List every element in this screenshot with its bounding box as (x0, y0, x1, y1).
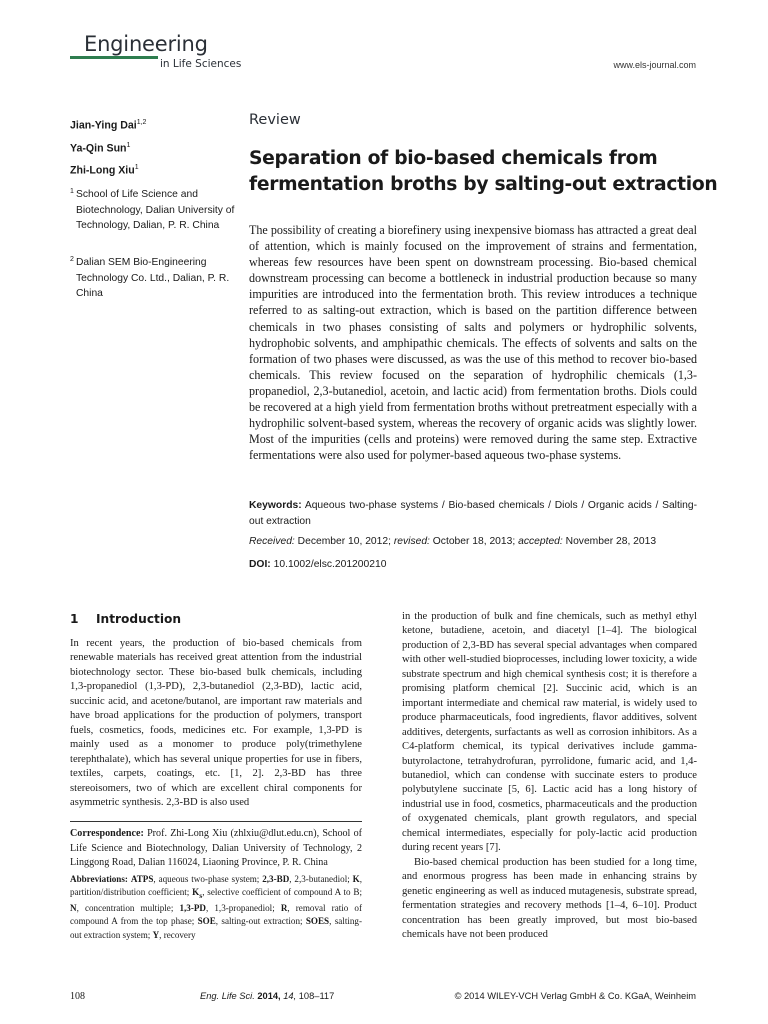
author-list (70, 113, 146, 181)
paper-title: Separation of bio-based chemicals from fermentation broths by salting-out extraction (249, 148, 718, 195)
body-text-left: In recent years, the production of bio-based chemicals from renewable materials has received great attention from the industrial biotechnology sector. These bio-based bulk chemicals, including 1,3-propanediol (1,3-PD), 2,3-butanediol (2,3-BD), lactic acid, succinic acid, and acetone/butanol, are important raw materials and have broad applications for the production of polymers, transport fuels, cosmetics, foods, medicines etc. For example, 1,3-PD is mainly used as a monomer to produce poly(trimethylene terephthalate), which has several unique properties for use in fibers, textiles, carpets, coatings, etc. [1, 2]. 2,3-BD has three stereoisomers, two of which are excellent chiral components for asymmetric synthesis. 2,3-BD is also used (70, 638, 362, 808)
abbreviations-note: Abbreviations: ATPS, aqueous two-phase system; 2,3-BD, 2,3-butanediol; K, partition/distribution coefficient; $K_s$, selective coefficient of compound A to B; N, concentration multiple; 1,3-PD, 1,3-propanediol; R, removal ratio of compound A from the top phase; SOE, salting-out extraction; SOES, salting-out extraction system; Y, recovery (70, 874, 363, 940)
copyright-notice: © 2014 WILEY-VCH Verlag GmbH & Co. KGaA, Weinheim (454, 991, 696, 1001)
article-dates: Received: December 10, 2012; revised: October 18, 2013; accepted: November 28, 2013 (249, 536, 657, 547)
page-number: 108 (70, 991, 85, 1002)
section-heading: 1 Introduction (70, 612, 182, 626)
journal-website-link[interactable]: www.els-journal.com (613, 60, 696, 70)
doi-link[interactable]: 10.1002/elsc.201200210 (273, 559, 387, 570)
correspondence-note: Correspondence: Prof. Zhi-Long Xiu (zhlxiu@dlut.edu.cn), School of Life Science and Biotechnology, Dalian University of Technology, 2 Linggong Road, Dalian 116024, Liaoning Province, P. R. China (70, 828, 362, 869)
journal-citation: Eng. Life Sci. 2014, 14, 108–117 (200, 991, 335, 1001)
journal-name: Engineering (84, 32, 208, 56)
author: Jian-Ying Dai$^{1,2}$ (70, 119, 147, 132)
journal-subtitle: in Life Sciences (160, 58, 242, 70)
affiliation: 2 Dalian SEM Bio-Engineering Technology Co. Ltd., Dalian, P. R. China (70, 256, 230, 299)
abstract: The possibility of creating a biorefinery using inexpensive biomass has attracted a great deal of attention, which is mainly focused on the improvement of strains and fermentation, whereas few resources have been spent on downstream processing. Bio-based chemical downstream processing can become a bottleneck in industrial production because so many impurities are introduced into the fermentation broth. This review introduces a technique referred to as salting-out extraction, which is based on the partition difference between chemicals in two phases consisting of salts and polymers or hydrophilic solvents, hydrophobic solvents, and amphipathic chemicals. The effects of solvents and salts on the formation of two phases were discussed, as was the use of this method to recover bio-based chemicals. This review focused on the separation of hydrophilic chemicals (1,3-propanediol, 2,3-butanediol, acetoin, and lactic acid) from fermentation broths. Diols could be recovered at a high yield from fermentation broths without pretreatment especially with a hydrophilic solvent-based system, whereas the recovery of organic acids was slightly lower. Most of the impurities (cells and proteins) were removed during the same step. Extractive fermentations were also used for polymer-based aqueous two-phase systems. (249, 223, 697, 463)
author: Zhi-Long Xiu$^1$ (70, 164, 139, 177)
doi: DOI: 10.1002/elsc.201200210 (249, 559, 387, 570)
article-type: Review (249, 112, 301, 128)
journal-logo-bar (70, 56, 158, 59)
body-text-right (402, 610, 697, 942)
paragraph: in the production of bulk and fine chemicals, such as methyl ethyl ketone, butadiene, acetoin, and diacetyl [1–4]. The biological production of 2,3-BD has several special advantages when compared with other well-studied bioprocesses, including lower toxicity, a wide substrate spectrum and high chemical synthesis cost; it is therefore a promising platform chemical [2]. Succinic acid, which is an important intermediate and chemical raw material, is widely used to produce pharmaceuticals, food ingredients, flavor additives, solvent additives, detergents, surfactants as well as corrosion inhibitors. As a C4-platform chemical, its typical derivatives include gamma-butyrolactone, tetrahydrofuran, pyrrolidone, fumaric acid, and 1,4-butanediol, which can condense with succinate esters to produce polybutylene succinate [5, 6]. Lactic acid has a long history of industrial use in food, cosmetics, pharmaceuticals and the production of oxygenated chemicals, plant growth regulators, and special chemical intermediates, especially for poly-lactic acid production during recent years [7]. (402, 611, 697, 854)
paragraph: Bio-based chemical production has been studied for a long time, and enormous progress has been made in enhancing strains by genetic engineering as well as induced mutagenesis, substrate spread, fermentation strategies and recovery methods [1–4, 6–10]. Product concentration has been greatly improved, but most bio-based chemicals have not been produced (402, 856, 697, 940)
affiliation: 1 School of Life Science and Biotechnology, Dalian University of Technology, Dalian, P. R. China (70, 188, 235, 231)
footnote-divider (70, 821, 362, 822)
author: Ya-Qin Sun$^1$ (70, 141, 131, 155)
keywords: Keywords: Aqueous two-phase systems / Bio-based chemicals / Diols / Organic acids / Salting-out extraction (249, 500, 697, 527)
